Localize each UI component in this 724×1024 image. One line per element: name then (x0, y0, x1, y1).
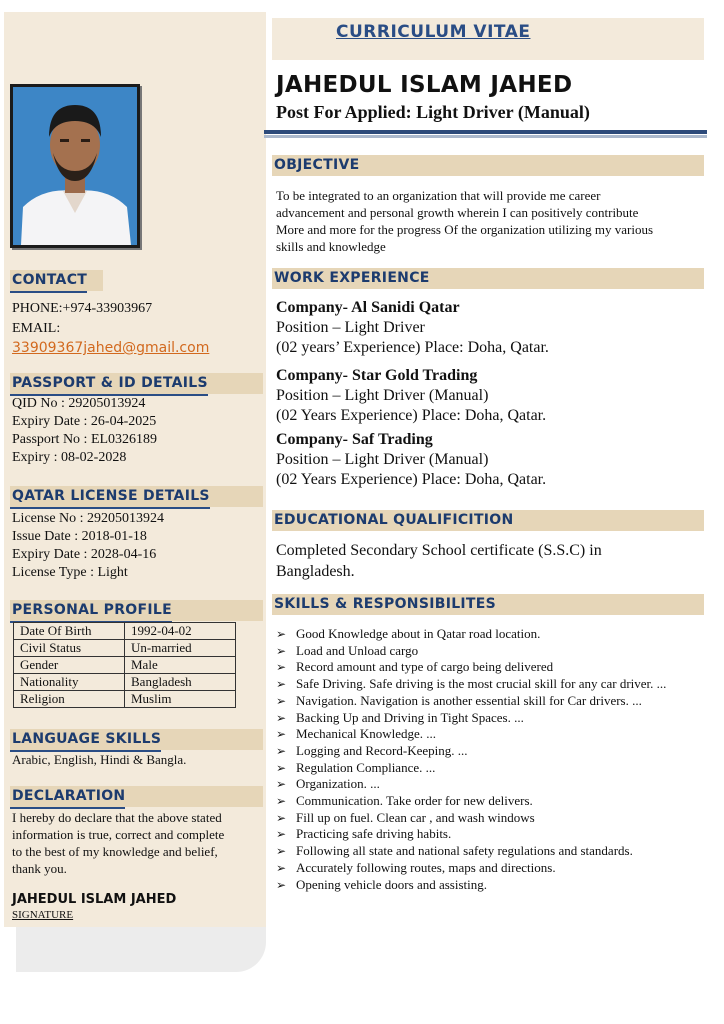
license-expiry-line: Expiry Date : 2028-04-16 (12, 547, 157, 562)
objective-line: advancement and personal growth wherein I can positively contribute (276, 205, 639, 220)
row-value: Muslim (125, 691, 236, 708)
passport-list (12, 395, 157, 467)
objective-text (276, 187, 706, 255)
row-label: Nationality (14, 674, 125, 691)
objective-line: skills and knowledge (276, 239, 386, 254)
email-link[interactable]: 33909367jahed@gmail.com (12, 340, 210, 356)
declaration-line: I hereby do declare that the above stated (12, 810, 222, 825)
objective-line: To be integrated to an organization that will provide me career (276, 188, 601, 203)
license-no-line: License No : 29205013924 (12, 511, 165, 526)
signature-label: SIGNATURE (12, 909, 74, 921)
profile-photo (10, 84, 140, 248)
education-text (276, 540, 602, 582)
skills-heading: SKILLS & RESPONSIBILITES (272, 594, 704, 615)
declaration-line: thank you. (12, 861, 67, 876)
declaration-text (12, 809, 224, 877)
job-entry (276, 366, 546, 426)
education-line: Completed Secondary School certificate (S.S.C) in (276, 542, 602, 559)
work-heading: WORK EXPERIENCE (272, 268, 704, 289)
list-item: ➢ Backing Up and Driving in Tight Spaces. ... (274, 710, 684, 727)
row-value: Un-married (125, 640, 236, 657)
license-heading: QATAR LICENSE DETAILS (10, 486, 263, 507)
declaration-line: information is true, correct and complete (12, 827, 225, 842)
list-item: ➢ Practicing safe driving habits. (274, 826, 684, 843)
list-item: ➢ Good Knowledge about in Qatar road location. (274, 626, 684, 643)
qid-expiry-line: Expiry Date : 26-04-2025 (12, 414, 157, 429)
row-value: Male (125, 657, 236, 674)
table-row (14, 623, 236, 640)
qid-line: QID No : 29205013924 (12, 396, 146, 411)
job-detail: (02 Years Experience) Place: Doha, Qatar. (276, 407, 547, 424)
objective-line: More and more for the progress Of the organization utilizing my various (276, 222, 654, 237)
personal-heading: PERSONAL PROFILE (10, 600, 263, 621)
passport-heading: PASSPORT & ID DETAILS (10, 373, 263, 394)
job-entry (276, 430, 546, 490)
list-item: ➢ Navigation. Navigation is another essential skill for Car drivers. ... (274, 693, 684, 710)
row-label: Gender (14, 657, 125, 674)
job-detail: (02 years’ Experience) Place: Doha, Qatar. (276, 339, 549, 356)
language-heading: LANGUAGE SKILLS (10, 729, 263, 750)
row-label: Date Of Birth (14, 623, 125, 640)
header-divider (264, 130, 707, 134)
job-position: Position – Light Driver (Manual) (276, 387, 489, 404)
list-item: ➢ Organization. ... (274, 776, 684, 793)
cv-title: CURRICULUM VITAE (336, 22, 531, 42)
license-type-line: License Type : Light (12, 565, 128, 580)
table-row (14, 640, 236, 657)
table-row (14, 674, 236, 691)
row-value: 1992-04-02 (125, 623, 236, 640)
passport-no-line: Passport No : EL0326189 (12, 432, 158, 447)
list-item: ➢ Record amount and type of cargo being delivered (274, 659, 684, 676)
declaration-line: to the best of my knowledge and belief, (12, 844, 218, 859)
job-position: Position – Light Driver (Manual) (276, 451, 489, 468)
language-text: Arabic, English, Hindi & Bangla. (12, 752, 187, 767)
candidate-name: JAHEDUL ISLAM JAHED (276, 72, 573, 98)
objective-heading: OBJECTIVE (272, 155, 704, 176)
declaration-heading: DECLARATION (10, 786, 263, 807)
license-issue-line: Issue Date : 2018-01-18 (12, 529, 147, 544)
list-item: ➢ Accurately following routes, maps and directions. (274, 860, 684, 877)
skills-list (274, 626, 684, 893)
passport-expiry-line: Expiry : 08-02-2028 (12, 450, 127, 465)
education-line: Bangladesh. (276, 563, 355, 580)
job-position: Position – Light Driver (276, 319, 425, 336)
list-item: ➢ Logging and Record-Keeping. ... (274, 743, 684, 760)
table-row (14, 657, 236, 674)
contact-heading: CONTACT (10, 270, 103, 291)
phone-text: PHONE:+974-33903967 (12, 301, 153, 316)
post-applied: Post For Applied: Light Driver (Manual) (276, 102, 590, 122)
list-item: ➢ Communication. Take order for new delivers. (274, 793, 684, 810)
list-item: ➢ Safe Driving. Safe driving is the most crucial skill for any car driver. ... (274, 676, 684, 693)
row-label: Civil Status (14, 640, 125, 657)
personal-table (13, 622, 236, 708)
job-company: Company- Star Gold Trading (276, 367, 478, 384)
email-label: EMAIL: (12, 321, 61, 336)
job-company: Company- Saf Trading (276, 431, 433, 448)
list-item: ➢ Fill up on fuel. Clean car , and wash windows (274, 810, 684, 827)
education-heading: EDUCATIONAL QUALIFICITION (272, 510, 704, 531)
job-detail: (02 Years Experience) Place: Doha, Qatar. (276, 471, 547, 488)
job-company: Company- Al Sanidi Qatar (276, 299, 460, 316)
table-row (14, 691, 236, 708)
list-item: ➢ Load and Unload cargo (274, 643, 684, 660)
row-value: Bangladesh (125, 674, 236, 691)
license-list (12, 510, 164, 582)
list-item: ➢ Opening vehicle doors and assisting. (274, 877, 684, 894)
list-item: ➢ Following all state and national safety regulations and standards. (274, 843, 684, 860)
header-divider-light (264, 135, 707, 138)
row-label: Religion (14, 691, 125, 708)
list-item: ➢ Regulation Compliance. ... (274, 760, 684, 777)
list-item: ➢ Mechanical Knowledge. ... (274, 726, 684, 743)
job-entry (276, 298, 549, 358)
declaration-name: JAHEDUL ISLAM JAHED (12, 892, 177, 907)
